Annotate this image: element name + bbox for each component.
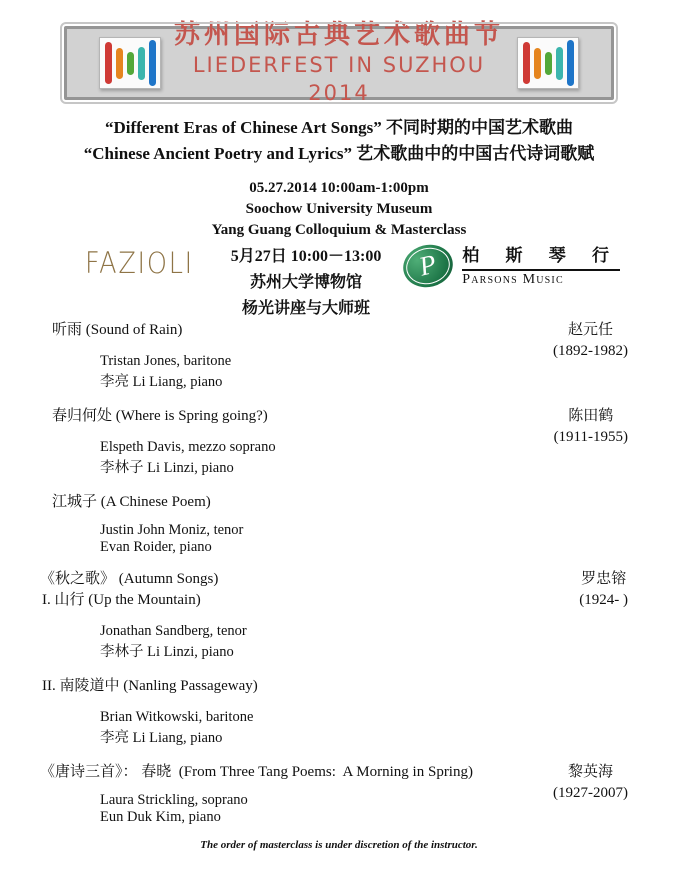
event-details-en bbox=[0, 178, 678, 241]
sponsor-row bbox=[0, 244, 678, 318]
performer-line: Elspeth Davis, mezzo soprano bbox=[100, 439, 276, 455]
liederfest-logo-left bbox=[99, 37, 161, 89]
event-venue-cn: 苏州大学博物馆 bbox=[250, 274, 363, 291]
composer-name: 陈田鹤 bbox=[568, 408, 614, 424]
banner bbox=[64, 20, 614, 105]
event-name-cn: 杨光讲座与大师班 bbox=[242, 300, 371, 317]
composer-block bbox=[579, 569, 628, 611]
performer-line: 李林子 Li Linzi, piano bbox=[100, 460, 234, 476]
logo-bar bbox=[545, 52, 552, 75]
performers bbox=[100, 522, 628, 556]
song-titles bbox=[40, 569, 628, 611]
song-title: 江城子 (A Chinese Poem) bbox=[52, 494, 211, 510]
program-section bbox=[52, 320, 628, 393]
logo-bar bbox=[523, 42, 530, 84]
headline-line2: “Chinese Ancient Poetry and Lyrics” 艺术歌曲中的中国古代诗词歌赋 bbox=[83, 144, 595, 163]
banner-title-cn: 苏州国际古典艺术歌曲节 bbox=[173, 20, 504, 50]
parsons-emblem-icon bbox=[399, 240, 458, 293]
performer-line: Tristan Jones, baritone bbox=[100, 353, 232, 369]
headline bbox=[0, 115, 678, 167]
logo-bar bbox=[149, 40, 156, 86]
song-title: I. 山行 (Up the Mountain) bbox=[42, 592, 201, 608]
section-head bbox=[52, 320, 628, 359]
program bbox=[0, 320, 678, 826]
fazioli-logo: FAZIOLI bbox=[85, 246, 194, 280]
performers bbox=[100, 707, 628, 749]
performer-line: 李亮 Li Liang, piano bbox=[100, 374, 223, 390]
performer-line: Justin John Moniz, tenor bbox=[100, 522, 244, 538]
composer-dates: (1924- ) bbox=[579, 592, 628, 608]
event-venue-en: Soochow University Museum bbox=[245, 201, 433, 217]
footer-note: The order of masterclass is under discretion of the instructor. bbox=[200, 839, 478, 851]
logo-bar bbox=[138, 47, 145, 80]
song-title: II. 南陵道中 (Nanling Passageway) bbox=[42, 678, 258, 694]
section-head bbox=[52, 406, 628, 445]
parsons-wordmark bbox=[462, 245, 620, 288]
performers bbox=[100, 792, 628, 826]
song-titles bbox=[52, 320, 628, 341]
song-titles bbox=[52, 492, 628, 513]
song-titles bbox=[42, 676, 628, 697]
composer-block bbox=[554, 406, 628, 448]
song-title: 《秋之歌》 (Autumn Songs) bbox=[40, 571, 219, 587]
section-head bbox=[52, 492, 628, 513]
program-section bbox=[42, 676, 628, 749]
composer-name: 罗忠镕 bbox=[581, 571, 627, 587]
composer-block bbox=[553, 762, 628, 804]
parsons-name-en: Parsons Music bbox=[462, 272, 564, 287]
logo-bar bbox=[105, 42, 112, 84]
composer-dates: (1927-2007) bbox=[553, 785, 628, 801]
program-section bbox=[40, 569, 628, 663]
composer-dates: (1892-1982) bbox=[553, 343, 628, 359]
performer-line: Laura Strickling, soprano bbox=[100, 792, 248, 808]
performer-line: Evan Roider, piano bbox=[100, 539, 212, 555]
sound-bars-icon bbox=[523, 38, 574, 88]
parsons-name-cn: 柏 斯 琴 行 bbox=[462, 245, 620, 271]
program-section bbox=[52, 492, 628, 556]
event-date-en: 05.27.2014 10:00am-1:00pm bbox=[249, 180, 429, 196]
logo-bar bbox=[116, 48, 123, 79]
performers bbox=[100, 351, 628, 393]
composer-name: 赵元任 bbox=[567, 322, 613, 338]
performers bbox=[100, 437, 628, 479]
logo-bar bbox=[534, 48, 541, 79]
sound-bars-icon bbox=[105, 38, 156, 88]
performer-line: Brian Witkowski, baritone bbox=[100, 709, 254, 725]
program-section bbox=[40, 762, 628, 826]
parsons-music-logo bbox=[403, 245, 620, 288]
performer-line: Jonathan Sandberg, tenor bbox=[100, 623, 247, 639]
event-details-cn bbox=[209, 244, 403, 322]
logo-bar bbox=[556, 47, 563, 80]
composer-block bbox=[553, 320, 628, 362]
logo-bar bbox=[567, 40, 574, 86]
song-title: 春归何处 (Where is Spring going?) bbox=[52, 408, 268, 424]
logo-bar bbox=[127, 52, 134, 75]
program-section bbox=[52, 406, 628, 479]
section-head bbox=[40, 569, 628, 611]
composer-dates: (1911-1955) bbox=[553, 429, 628, 445]
performer-line: 李林子 Li Linzi, piano bbox=[100, 644, 234, 660]
song-title: 《唐诗三首》： 春晓 (From Three Tang Poems: A Morning in Spring) bbox=[40, 764, 473, 780]
banner-title-en: LIEDERFEST IN SUZHOU 2014 bbox=[192, 53, 486, 105]
event-date-cn: 5月27日 10:00－13:00 bbox=[230, 248, 382, 265]
banner-text bbox=[161, 19, 517, 107]
performer-line: Eun Duk Kim, piano bbox=[100, 809, 221, 825]
song-titles bbox=[40, 762, 628, 783]
performer-line: 李亮 Li Liang, piano bbox=[100, 730, 223, 746]
song-title: 听雨 (Sound of Rain) bbox=[52, 322, 183, 338]
section-head bbox=[42, 676, 628, 697]
composer-name: 黎英海 bbox=[567, 764, 613, 780]
headline-line1: “Different Eras of Chinese Art Songs” 不同时期的中国艺术歌曲 bbox=[104, 118, 574, 137]
event-name-en: Yang Guang Colloquium & Masterclass bbox=[211, 222, 467, 238]
performers bbox=[100, 621, 628, 663]
parsons-monogram: P bbox=[416, 247, 440, 282]
liederfest-logo-right bbox=[517, 37, 579, 89]
song-titles bbox=[52, 406, 628, 427]
